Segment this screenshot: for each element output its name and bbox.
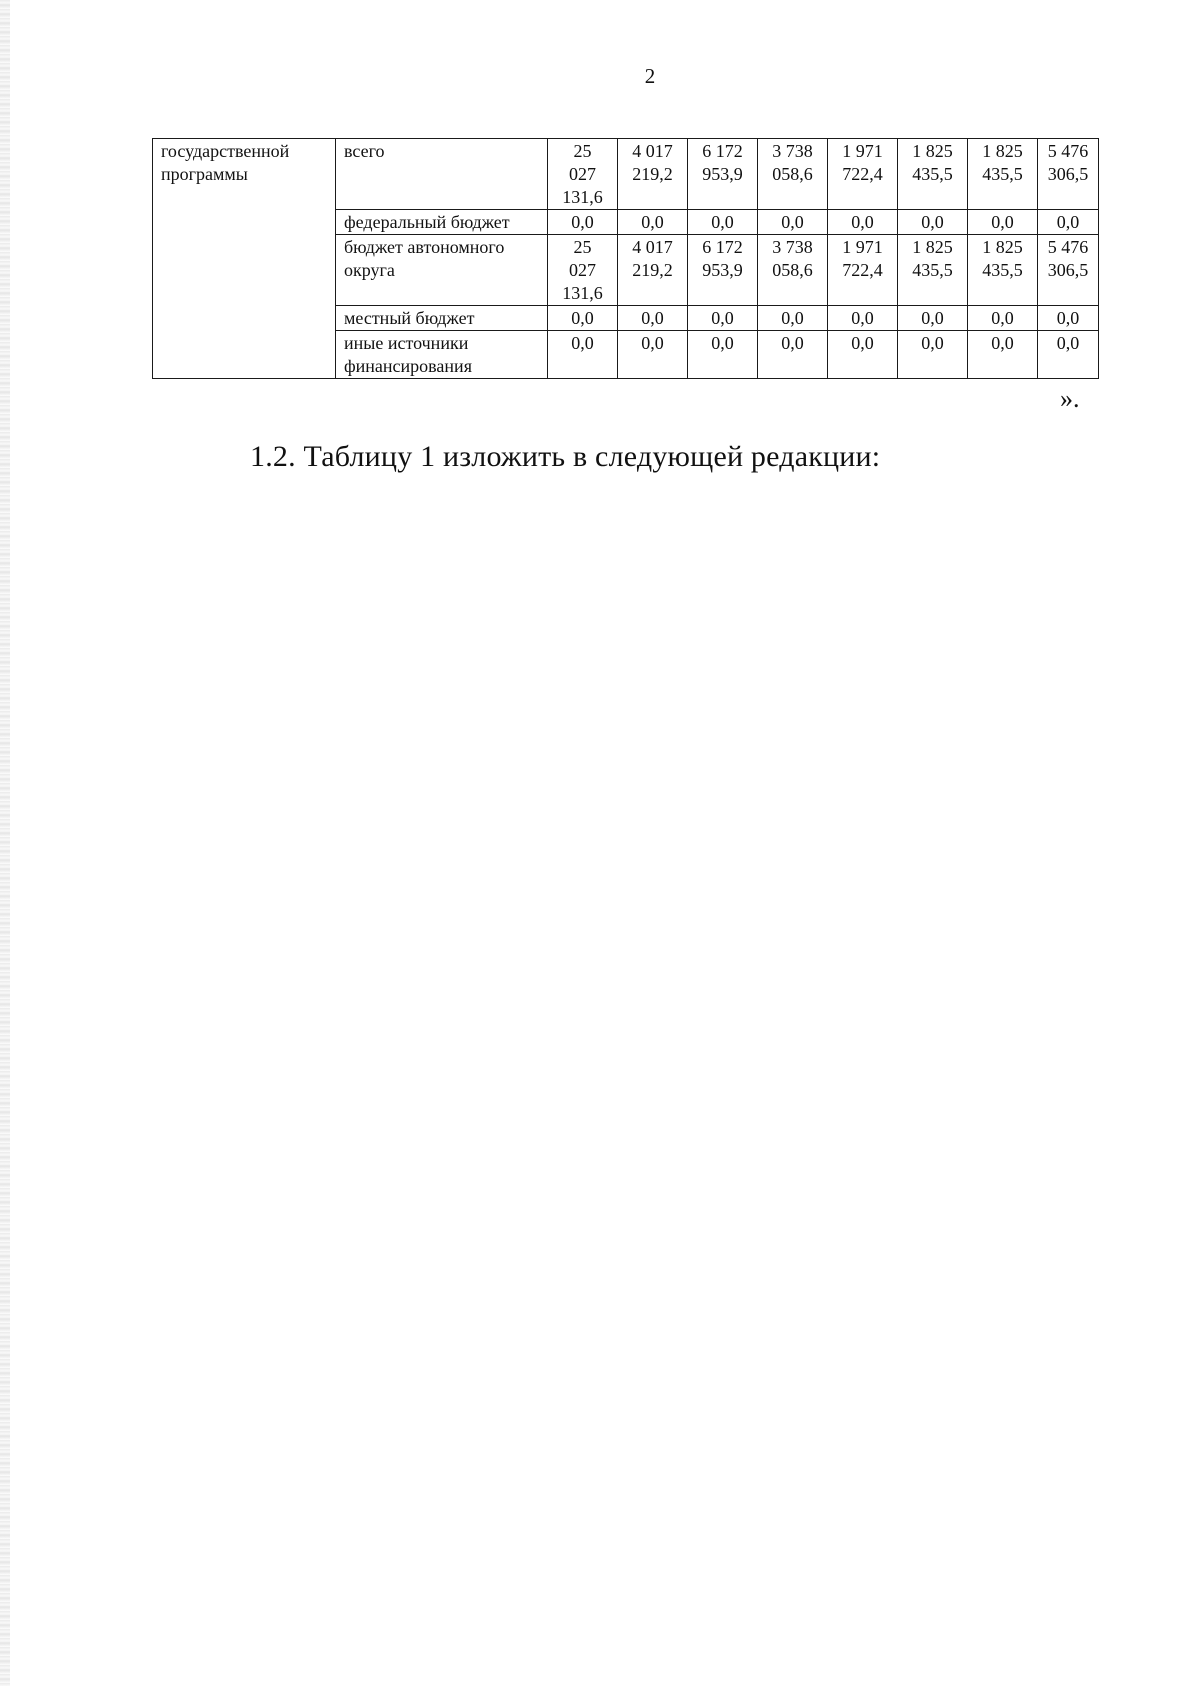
value-line: 306,5 — [1047, 260, 1089, 280]
value-line: 0,0 — [851, 308, 874, 328]
value-cell — [618, 235, 688, 306]
financing-table — [152, 138, 1099, 379]
value-cell — [828, 235, 898, 306]
value-line: 0,0 — [781, 308, 804, 328]
value-line: 0,0 — [711, 212, 734, 232]
value-cell — [1038, 210, 1099, 235]
value-line: 0,0 — [641, 308, 664, 328]
value-cell — [968, 139, 1038, 210]
value-line: 131,6 — [562, 283, 603, 303]
value-cell — [688, 139, 758, 210]
value-line: 0,0 — [1056, 308, 1080, 328]
funding-source-cell: местный бюджет — [336, 306, 548, 331]
value-line: 0,0 — [641, 333, 664, 353]
value-line: 0,0 — [921, 212, 944, 232]
value-line: 0,0 — [781, 333, 804, 353]
scan-edge — [0, 0, 10, 1686]
value-line: 1 971 — [842, 141, 883, 161]
closing-quote: ». — [1060, 384, 1080, 413]
value-cell — [1038, 331, 1099, 379]
value-line: 25 — [573, 141, 592, 161]
value-line: 0,0 — [991, 333, 1014, 353]
value-line: 722,4 — [842, 164, 883, 184]
value-line: 0,0 — [571, 212, 594, 232]
value-cell — [688, 210, 758, 235]
table-row — [153, 139, 1099, 210]
value-cell — [688, 235, 758, 306]
value-cell — [1038, 235, 1099, 306]
value-cell — [618, 210, 688, 235]
value-line: 0,0 — [991, 212, 1014, 232]
program-label-cell: государственной программы — [153, 139, 336, 379]
value-line: 4 017 — [632, 141, 673, 161]
value-line: 953,9 — [702, 260, 743, 280]
value-cell — [758, 331, 828, 379]
value-line: 0,0 — [921, 333, 944, 353]
value-cell — [1038, 306, 1099, 331]
value-cell — [618, 306, 688, 331]
value-cell — [758, 210, 828, 235]
value-line: 435,5 — [912, 164, 953, 184]
financing-table-body — [153, 139, 1099, 379]
value-cell — [548, 139, 618, 210]
value-cell — [898, 235, 968, 306]
page-number: 2 — [644, 64, 656, 88]
value-line: 1 971 — [842, 237, 883, 257]
value-line: 3 738 — [772, 237, 813, 257]
value-line: 435,5 — [982, 164, 1023, 184]
funding-source-cell: всего — [336, 139, 548, 210]
value-cell — [548, 210, 618, 235]
funding-source-cell: бюджет автономного округа — [336, 235, 548, 306]
value-cell — [548, 306, 618, 331]
value-line: 4 017 — [632, 237, 673, 257]
paragraph-1-2: 1.2. Таблицу 1 изложить в следующей редакции: — [250, 440, 881, 473]
value-cell — [968, 235, 1038, 306]
value-cell — [758, 139, 828, 210]
value-cell — [548, 331, 618, 379]
value-cell — [898, 210, 968, 235]
value-cell — [618, 331, 688, 379]
value-line: 0,0 — [851, 212, 874, 232]
value-line: 219,2 — [632, 164, 673, 184]
value-line: 25 — [573, 237, 592, 257]
value-line: 0,0 — [1056, 333, 1080, 353]
value-cell — [688, 331, 758, 379]
value-line: 3 738 — [772, 141, 813, 161]
value-line: 6 172 — [702, 237, 743, 257]
value-line: 0,0 — [781, 212, 804, 232]
funding-source-cell: иные источники финансирования — [336, 331, 548, 379]
value-line: 0,0 — [641, 212, 664, 232]
value-line: 0,0 — [991, 308, 1014, 328]
value-cell — [828, 139, 898, 210]
value-cell — [828, 331, 898, 379]
value-line: 1 825 — [912, 237, 953, 257]
value-line: 0,0 — [711, 333, 734, 353]
value-cell — [898, 139, 968, 210]
value-cell — [828, 210, 898, 235]
value-line: 219,2 — [632, 260, 673, 280]
value-line: 0,0 — [571, 308, 594, 328]
value-line: 306,5 — [1047, 164, 1089, 184]
value-cell — [898, 306, 968, 331]
value-cell — [758, 306, 828, 331]
value-line: 435,5 — [912, 260, 953, 280]
value-line: 058,6 — [772, 164, 813, 184]
value-line: 6 172 — [702, 141, 743, 161]
value-line: 1 825 — [912, 141, 953, 161]
value-line: 058,6 — [772, 260, 813, 280]
value-line: 722,4 — [842, 260, 883, 280]
value-cell — [758, 235, 828, 306]
value-line: 5 476 — [1047, 237, 1089, 257]
value-cell — [618, 139, 688, 210]
value-line: 0,0 — [851, 333, 874, 353]
value-cell — [968, 306, 1038, 331]
value-line: 027 — [569, 260, 596, 280]
value-cell — [898, 331, 968, 379]
value-cell — [968, 331, 1038, 379]
value-line: 0,0 — [1056, 212, 1080, 232]
value-line: 0,0 — [711, 308, 734, 328]
value-line: 0,0 — [921, 308, 944, 328]
value-line: 1 825 — [982, 237, 1023, 257]
value-line: 435,5 — [982, 260, 1023, 280]
value-cell — [548, 235, 618, 306]
value-cell — [968, 210, 1038, 235]
value-cell — [1038, 139, 1099, 210]
value-line: 1 825 — [982, 141, 1023, 161]
value-cell — [828, 306, 898, 331]
value-cell — [688, 306, 758, 331]
value-line: 027 — [569, 164, 596, 184]
value-line: 953,9 — [702, 164, 743, 184]
value-line: 5 476 — [1047, 141, 1089, 161]
funding-source-cell: федеральный бюджет — [336, 210, 548, 235]
value-line: 131,6 — [562, 187, 603, 207]
value-line: 0,0 — [571, 333, 594, 353]
